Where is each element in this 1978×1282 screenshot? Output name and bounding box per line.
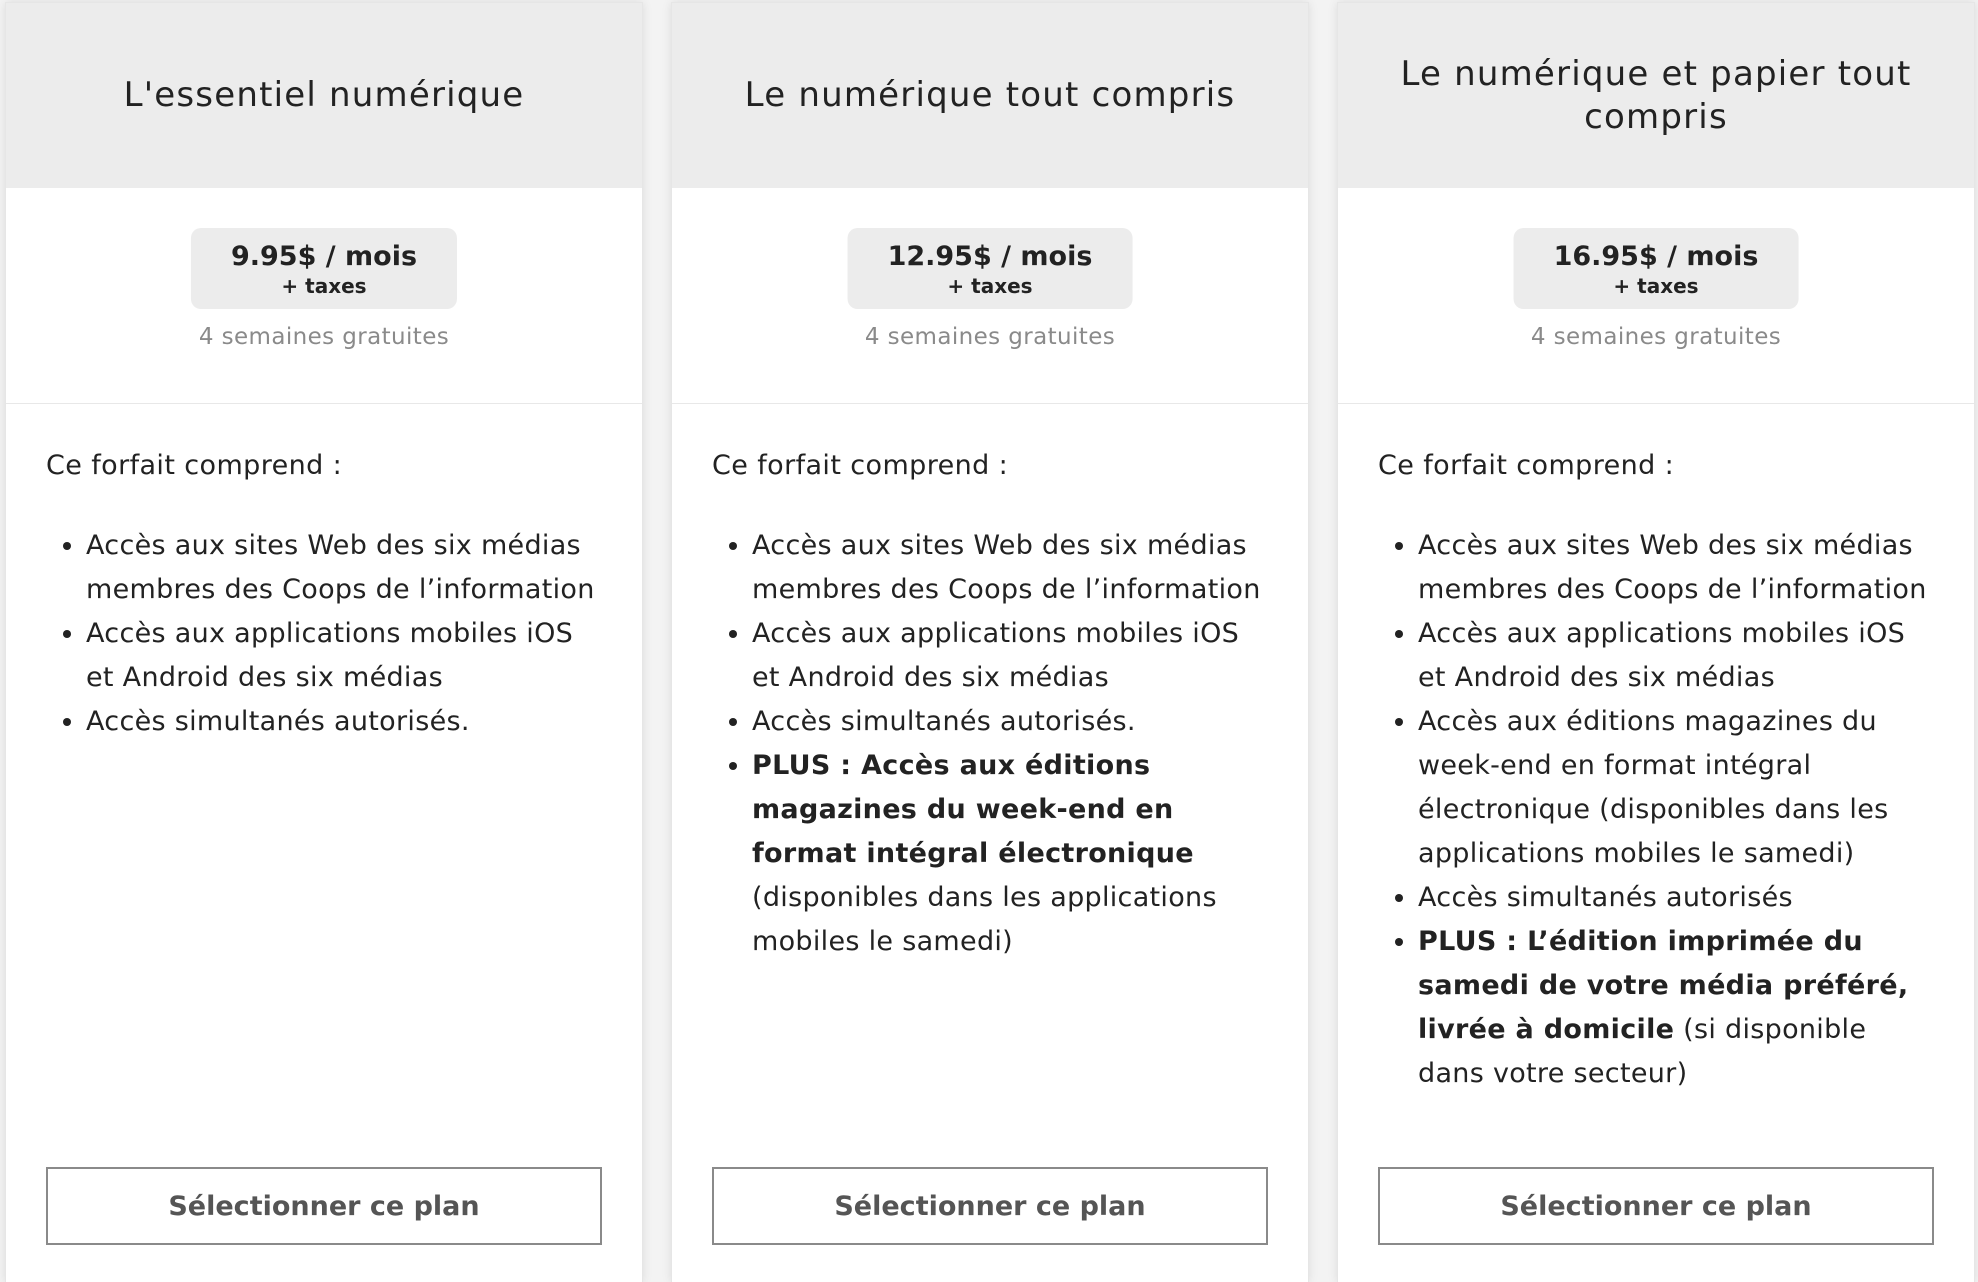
price-badge	[1514, 228, 1799, 309]
features-intro: Ce forfait comprend :	[46, 450, 343, 481]
feature-item	[752, 744, 1268, 964]
price-taxes: + taxes	[1613, 274, 1699, 298]
features-section	[1338, 404, 1974, 1096]
free-trial-note: 4 semaines gratuites	[1530, 324, 1782, 350]
select-plan-button[interactable]: Sélectionner ce plan	[1378, 1167, 1934, 1245]
feature-item	[752, 700, 1268, 744]
select-plan-button[interactable]: Sélectionner ce plan	[712, 1167, 1268, 1245]
price-taxes: + taxes	[947, 274, 1033, 298]
price-badge	[191, 228, 457, 309]
feature-item	[86, 612, 602, 700]
feature-item	[1418, 920, 1934, 1096]
feature-text: (si disponible dans votre secteur)	[1418, 1014, 1867, 1089]
feature-item	[752, 524, 1268, 612]
price-amount: 12.95$ / mois	[887, 241, 1093, 272]
feature-item	[1418, 524, 1934, 612]
plan-title: Le numérique et papier tout compris	[1400, 53, 1912, 137]
features-intro: Ce forfait comprend :	[712, 450, 1009, 481]
select-plan-button[interactable]: Sélectionner ce plan	[46, 1167, 602, 1245]
feature-list	[712, 524, 1268, 964]
feature-item	[86, 524, 602, 612]
features-section	[6, 404, 642, 744]
feature-text: (disponibles dans les applications mobiles le samedi)	[752, 882, 1217, 957]
plan-title: Le numérique tout compris	[744, 75, 1236, 115]
feature-item	[1418, 612, 1934, 700]
price-amount: 16.95$ / mois	[1553, 241, 1759, 272]
plan-header	[1338, 3, 1974, 188]
feature-text: Accès aux sites Web des six médias membres des Coops de l’information	[86, 530, 595, 605]
feature-text: Accès aux applications mobiles iOS et Android des six médias	[1418, 618, 1906, 693]
feature-item	[1418, 876, 1934, 920]
plan-card-numerique-et-papier	[1338, 3, 1974, 1282]
price-badge	[848, 228, 1133, 309]
plan-card-numerique-tout-compris	[672, 3, 1308, 1282]
feature-text: Accès aux sites Web des six médias membres des Coops de l’information	[752, 530, 1261, 605]
price-section	[1338, 188, 1974, 404]
feature-text: Accès aux sites Web des six médias membres des Coops de l’information	[1418, 530, 1927, 605]
feature-item	[752, 612, 1268, 700]
features-intro: Ce forfait comprend :	[1378, 450, 1675, 481]
feature-text: Accès aux éditions magazines du week-end en format intégral électronique (disponibles dans les applications mobiles le samedi)	[1418, 706, 1889, 869]
feature-text: Accès simultanés autorisés	[1418, 882, 1793, 913]
feature-item	[1418, 700, 1934, 876]
plan-header	[672, 3, 1308, 188]
feature-text: Accès simultanés autorisés.	[752, 706, 1136, 737]
feature-text: Accès aux applications mobiles iOS et Android des six médias	[86, 618, 574, 693]
price-amount: 9.95$ / mois	[230, 241, 418, 272]
price-taxes: + taxes	[281, 274, 367, 298]
features-section	[672, 404, 1308, 964]
feature-highlight: PLUS : L’édition imprimée du samedi de votre média préféré, livrée à domicile	[1418, 926, 1909, 1045]
plan-card-essentiel-numerique	[6, 3, 642, 1282]
feature-item	[86, 700, 602, 744]
plan-header	[6, 3, 642, 188]
feature-text: Accès simultanés autorisés.	[86, 706, 470, 737]
feature-highlight: PLUS : Accès aux éditions magazines du week-end en format intégral électronique	[752, 750, 1194, 869]
feature-list	[46, 524, 602, 744]
price-section	[672, 188, 1308, 404]
free-trial-note: 4 semaines gratuites	[864, 324, 1116, 350]
free-trial-note: 4 semaines gratuites	[198, 324, 450, 350]
feature-list	[1378, 524, 1934, 1096]
price-section	[6, 188, 642, 404]
feature-text: Accès aux applications mobiles iOS et Android des six médias	[752, 618, 1240, 693]
plan-title: L'essentiel numérique	[123, 75, 525, 115]
